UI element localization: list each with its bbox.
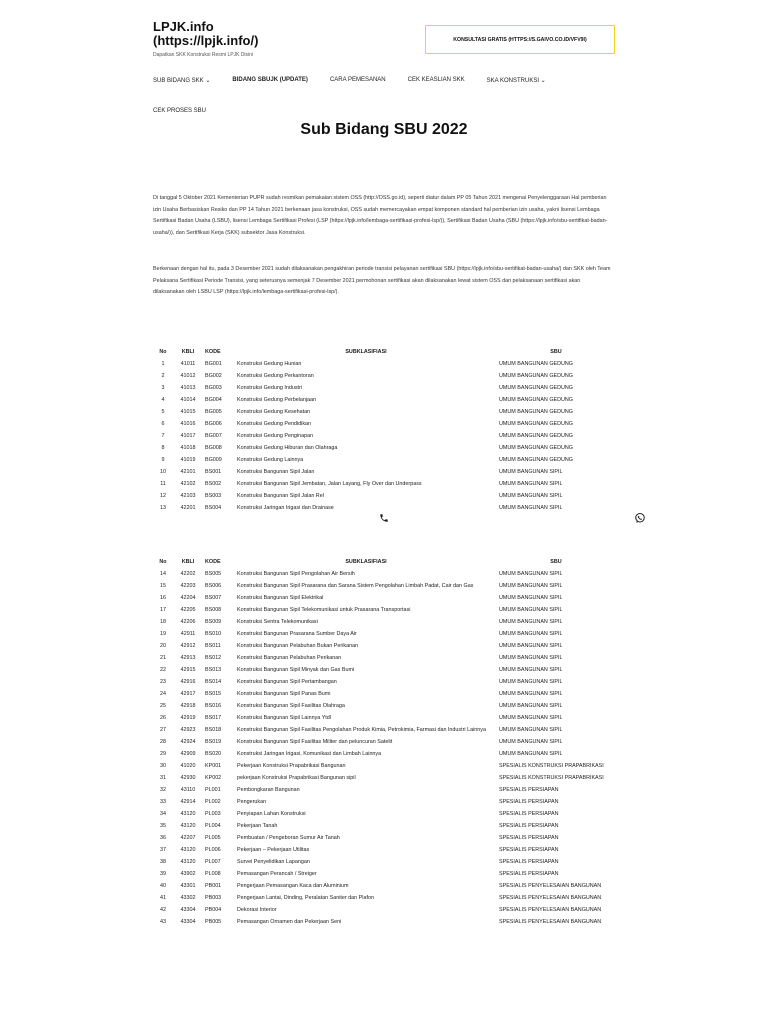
cell-kbli: 42909 bbox=[180, 751, 196, 757]
cell-no: 34 bbox=[160, 811, 166, 817]
table-row bbox=[153, 580, 615, 592]
cell-sbu: UMUM BANGUNAN SIPIL bbox=[499, 643, 563, 649]
cell-kode: BG007 bbox=[205, 433, 222, 439]
cell-sbu: UMUM BANGUNAN GEDUNG bbox=[499, 421, 573, 427]
cell-no: 18 bbox=[160, 619, 166, 625]
cell-kbli: 42917 bbox=[180, 691, 196, 697]
table-row bbox=[153, 442, 615, 454]
cell-kbli: 42103 bbox=[180, 493, 196, 499]
cell-sbu: UMUM BANGUNAN SIPIL bbox=[499, 727, 563, 733]
cell-kode: BS015 bbox=[205, 691, 222, 697]
site-title-line1[interactable]: LPJK.info bbox=[153, 19, 214, 34]
cell-kode: BS020 bbox=[205, 751, 222, 757]
cell-kbli: 41017 bbox=[180, 433, 196, 439]
cell-subklasifikasi: Konstruksi Sentra Telekomunikasi bbox=[237, 619, 318, 625]
nav-item-bidang-sbujk[interactable]: BIDANG SBUJK (UPDATE) bbox=[232, 77, 308, 83]
table-row bbox=[153, 844, 615, 856]
cell-kbli: 42914 bbox=[180, 799, 196, 805]
cell-kbli: 42206 bbox=[180, 619, 196, 625]
table-row bbox=[153, 652, 615, 664]
cell-no: 19 bbox=[160, 631, 166, 637]
cell-no: 17 bbox=[160, 607, 166, 613]
table-row bbox=[153, 772, 615, 784]
cell-no: 37 bbox=[160, 847, 166, 853]
cell-kbli: 42207 bbox=[180, 835, 196, 841]
table-row bbox=[153, 736, 615, 748]
cell-subklasifikasi: Pekerjaan – Pekerjaan Utilitas bbox=[237, 847, 310, 853]
cell-kode: BS001 bbox=[205, 469, 222, 475]
cell-kode: BS009 bbox=[205, 619, 222, 625]
cell-no: 36 bbox=[160, 835, 166, 841]
cell-sbu: UMUM BANGUNAN SIPIL bbox=[499, 607, 563, 613]
cell-sbu: UMUM BANGUNAN SIPIL bbox=[499, 691, 563, 697]
cell-subklasifikasi: Pemasangan Perancah / Streiger bbox=[237, 871, 317, 877]
sbu-table-2 bbox=[153, 556, 615, 928]
table-row bbox=[153, 904, 615, 916]
cell-kbli: 41013 bbox=[180, 385, 196, 391]
cell-subklasifikasi: Konstruksi Gedung Perbelanjaan bbox=[237, 397, 317, 403]
cell-subklasifikasi: Konstruksi Jaringan Irigasi, Komunikasi dan Limbah Lainnya bbox=[237, 751, 382, 757]
cell-kbli: 43120 bbox=[180, 859, 196, 865]
cell-kbli: 41012 bbox=[180, 373, 196, 379]
cell-kode: PL007 bbox=[205, 859, 221, 865]
cell-no: 11 bbox=[160, 481, 166, 487]
header-kode: KODE bbox=[205, 349, 221, 355]
table-row bbox=[153, 880, 615, 892]
cell-subklasifikasi: Pemasangan Ornamen dan Pekerjaan Seni bbox=[237, 919, 342, 925]
table-row bbox=[153, 892, 615, 904]
cell-sbu: SPESIALIS KONSTRUKSI PRAPABRIKASI bbox=[499, 763, 604, 769]
cell-kbli: 42205 bbox=[180, 607, 196, 613]
cell-subklasifikasi: Konstruksi Bangunan Sipil Panas Bumi bbox=[237, 691, 331, 697]
cell-subklasifikasi: Pekerjaan Tanah bbox=[237, 823, 278, 829]
cell-no: 32 bbox=[160, 787, 166, 793]
cell-no: 24 bbox=[160, 691, 166, 697]
cell-sbu: UMUM BANGUNAN SIPIL bbox=[499, 739, 563, 745]
cell-kbli: 42202 bbox=[180, 571, 196, 577]
cell-sbu: UMUM BANGUNAN SIPIL bbox=[499, 715, 563, 721]
cell-sbu: UMUM BANGUNAN SIPIL bbox=[499, 505, 563, 511]
cell-kode: PL005 bbox=[205, 835, 221, 841]
table-row bbox=[153, 406, 615, 418]
cell-sbu: UMUM BANGUNAN GEDUNG bbox=[499, 385, 573, 391]
cell-sbu: SPESIALIS PENYELESAIAN BANGUNAN bbox=[499, 907, 602, 913]
cell-subklasifikasi: Konstruksi Bangunan Sipil Telekomunikasi untuk Prasarana Transportasi bbox=[237, 607, 411, 613]
table-row bbox=[153, 490, 615, 502]
site-brand[interactable] bbox=[153, 20, 258, 58]
cell-subklasifikasi: Penyiapan Lahan Konstruksi bbox=[237, 811, 306, 817]
cell-subklasifikasi: pekerjaan Konstruksi Prapabrikasi Bangunan sipil bbox=[237, 775, 356, 781]
cell-kode: BS013 bbox=[205, 667, 222, 673]
cell-subklasifikasi: Konstruksi Bangunan Pelabuhan Bukan Perikanan bbox=[237, 643, 359, 649]
table-row bbox=[153, 748, 615, 760]
cell-sbu: UMUM BANGUNAN GEDUNG bbox=[499, 373, 573, 379]
cell-kbli: 42930 bbox=[180, 775, 196, 781]
cell-kbli: 42101 bbox=[180, 469, 196, 475]
header-subklasifikasi: SUBKLASIFIASI bbox=[345, 559, 387, 565]
cell-kbli: 42911 bbox=[180, 631, 196, 637]
cell-sbu: SPESIALIS PENYELESAIAN BANGUNAN bbox=[499, 895, 602, 901]
cell-subklasifikasi: Konstruksi Gedung Lainnya bbox=[237, 457, 304, 463]
cell-sbu: UMUM BANGUNAN SIPIL bbox=[499, 679, 563, 685]
table-header-row bbox=[153, 556, 615, 568]
cell-sbu: UMUM BANGUNAN SIPIL bbox=[499, 595, 563, 601]
cell-no: 20 bbox=[160, 643, 166, 649]
cell-sbu: UMUM BANGUNAN SIPIL bbox=[499, 571, 563, 577]
table-row bbox=[153, 676, 615, 688]
cell-sbu: UMUM BANGUNAN SIPIL bbox=[499, 751, 563, 757]
header-subklasifikasi: SUBKLASIFIASI bbox=[345, 349, 387, 355]
cell-subklasifikasi: Pembuatan / Pengeboran Sumur Air Tanah bbox=[237, 835, 340, 841]
phone-icon[interactable] bbox=[379, 513, 389, 523]
cell-kode: PL001 bbox=[205, 787, 221, 793]
cell-kbli: 41011 bbox=[180, 361, 196, 367]
table-row bbox=[153, 628, 615, 640]
cell-subklasifikasi: Pengerjaan Lantai, Dinding, Peralatan Saniter dan Plafon bbox=[237, 895, 374, 901]
cell-kode: PB005 bbox=[205, 919, 222, 925]
nav-item-ska-konstruksi[interactable]: SKA KONSTRUKSI ⌄ bbox=[486, 78, 546, 84]
cell-subklasifikasi: Konstruksi Bangunan Sipil Minyak dan Gas Bumi bbox=[237, 667, 355, 673]
cell-sbu: SPESIALIS PERSIAPAN bbox=[499, 871, 559, 877]
cell-subklasifikasi: Konstruksi Bangunan Sipil Fasilitas Olahraga bbox=[237, 703, 345, 709]
cell-kode: PL006 bbox=[205, 847, 221, 853]
cell-kode: KP002 bbox=[205, 775, 222, 781]
cell-kode: BG006 bbox=[205, 421, 222, 427]
table-row bbox=[153, 382, 615, 394]
cell-subklasifikasi: Konstruksi Bangunan Sipil Lainnya Ytdl bbox=[237, 715, 331, 721]
cell-no: 30 bbox=[160, 763, 166, 769]
cell-subklasifikasi: Konstruksi Gedung Hiburan dan Olahraga bbox=[237, 445, 338, 451]
cell-kbli: 41020 bbox=[180, 763, 196, 769]
cell-kode: BS016 bbox=[205, 703, 222, 709]
cell-no: 2 bbox=[161, 373, 165, 379]
cell-no: 26 bbox=[160, 715, 166, 721]
cell-no: 4 bbox=[161, 397, 165, 403]
cell-kbli: 43301 bbox=[180, 883, 196, 889]
table-row bbox=[153, 724, 615, 736]
cell-subklasifikasi: Konstruksi Bangunan Sipil Prasarana dan Sarana Sistem Pengolahan Limbah Padat, Cair dan Gas bbox=[237, 583, 474, 589]
transition-paragraph: Berkenaan dengan hal itu, pada 3 Desember 2021 sudah dilaksanakan pengakhiran periode transisi pelayanan sertifikasi SBU (https://lpjk.info/sbu-sertifikat-badan-usaha/) dan SKK oleh Team Pelaksana Sertifikasi Periode Transisi, yang seterusnya semenjak 7 Desember 2021 permohonan sertifikasi akan dilaksanakan lewat sistem OSS dan pelaksanaan sertifikasi akan dilaksanakan oleh LSBU LSP (https://lpjk.info/lembaga-sertifikasi-profesi-lsp/). bbox=[153, 266, 611, 295]
cell-no: 29 bbox=[160, 751, 166, 757]
cell-kode: BS003 bbox=[205, 493, 222, 499]
cell-kbli: 41014 bbox=[180, 397, 196, 403]
cell-subklasifikasi: Pengerjaan Pemasangan Kaca dan Aluminium bbox=[237, 883, 349, 889]
header-sbu: SBU bbox=[550, 559, 562, 565]
cell-sbu: UMUM BANGUNAN SIPIL bbox=[499, 583, 563, 589]
cell-kode: PL003 bbox=[205, 811, 221, 817]
cell-no: 35 bbox=[160, 823, 166, 829]
cell-kode: BS008 bbox=[205, 607, 222, 613]
nav-item-cara-pemesanan[interactable]: CARA PEMESANAN bbox=[329, 77, 386, 83]
table-body bbox=[153, 358, 615, 514]
cell-no: 42 bbox=[160, 907, 166, 913]
table-row bbox=[153, 820, 615, 832]
header-kbli: KBLI bbox=[181, 559, 195, 565]
cell-kbli: 42923 bbox=[180, 727, 196, 733]
cell-sbu: UMUM BANGUNAN SIPIL bbox=[499, 469, 563, 475]
table-header-row bbox=[153, 346, 615, 358]
cell-kbli: 43902 bbox=[180, 871, 196, 877]
cell-no: 6 bbox=[161, 421, 165, 427]
cell-kode: PB003 bbox=[205, 895, 222, 901]
cell-no: 9 bbox=[161, 457, 165, 463]
cell-kode: BS014 bbox=[205, 679, 222, 685]
site-tagline: Dapatkan SKK Konstruksi Resmi LPJK Disini bbox=[153, 52, 254, 58]
cell-no: 5 bbox=[161, 409, 165, 415]
cell-kbli: 42203 bbox=[180, 583, 196, 589]
cell-kode: PL004 bbox=[205, 823, 221, 829]
table-row bbox=[153, 700, 615, 712]
cell-no: 41 bbox=[160, 895, 166, 901]
cell-kode: BG009 bbox=[205, 457, 222, 463]
cell-kode: BG005 bbox=[205, 409, 222, 415]
cell-subklasifikasi: Konstruksi Bangunan Sipil Jalan bbox=[237, 469, 315, 475]
cell-kode: PB004 bbox=[205, 907, 222, 913]
cell-subklasifikasi: Konstruksi Bangunan Sipil Pertambangan bbox=[237, 679, 337, 685]
cell-subklasifikasi: Pengerukan bbox=[237, 799, 267, 805]
cell-subklasifikasi: Konstruksi Bangunan Pelabuhan Perikanan bbox=[237, 655, 342, 661]
table-row bbox=[153, 592, 615, 604]
table-row bbox=[153, 466, 615, 478]
cell-subklasifikasi: Konstruksi Bangunan Sipil Elektrikal bbox=[237, 595, 324, 601]
table-row bbox=[153, 568, 615, 580]
cell-kbli: 41019 bbox=[180, 457, 196, 463]
cell-kode: BG003 bbox=[205, 385, 222, 391]
cell-subklasifikasi: Konstruksi Gedung Penginapan bbox=[237, 433, 314, 439]
cell-kode: BS010 bbox=[205, 631, 222, 637]
cell-kbli: 43302 bbox=[180, 895, 196, 901]
cell-no: 7 bbox=[161, 433, 165, 439]
cell-no: 10 bbox=[160, 469, 166, 475]
cell-no: 40 bbox=[160, 883, 166, 889]
intro-paragraph: Di tanggal 5 Oktober 2021 Kementerian PUPR sudah resmikan pemakaian sistem OSS (http://OSS.go.id), seperti diatur dalam PP 05 Tahun 2021 mengenai Penyelenggaraan Hal pemberian izin Usaha Berbasiskan Resiko dan PP 14 Tahun 2021 berkenaan jasa konstruksi, OSS sudah memercayakan empat komponen standard hal pemberian izin usaha, yakni lisensi Lembaga Sertifikasi Badan Usaha (LSBU), lisensi Lembaga Sertifikasi Profesi (LSP (https://lpjk.info/lembaga-sertifikasi-profesi-lsp/)), Sertifikasi Badan Usaha (SBU (https://lpjk.info/sbu-sertifikat-badan-usaha/)), dan Sertifikasi Kerja (SKK) subsektor Jasa Konstruksi. bbox=[153, 195, 608, 236]
header-kode: KODE bbox=[205, 559, 221, 565]
cell-no: 12 bbox=[160, 493, 166, 499]
cell-subklasifikasi: Survei Penyelidikan Lapangan bbox=[237, 859, 310, 865]
cell-kbli: 42102 bbox=[180, 481, 196, 487]
cell-no: 28 bbox=[160, 739, 166, 745]
header-no: No bbox=[159, 349, 167, 355]
cell-kode: BG008 bbox=[205, 445, 222, 451]
cell-kbli: 43120 bbox=[180, 847, 196, 853]
cell-kbli: 42913 bbox=[180, 655, 196, 661]
cell-kbli: 41018 bbox=[180, 445, 196, 451]
cell-sbu: SPESIALIS PERSIAPAN bbox=[499, 811, 559, 817]
cell-kode: BS018 bbox=[205, 727, 222, 733]
cell-subklasifikasi: Konstruksi Bangunan Sipil Fasilitas Pengolahan Produk Kimia, Petrokimia, Farmasi dan Industri Lainnya bbox=[237, 727, 486, 733]
cell-kode: KP001 bbox=[205, 763, 222, 769]
cell-kbli: 42201 bbox=[180, 505, 196, 511]
cell-kbli: 42912 bbox=[180, 643, 196, 649]
cell-kode: BS002 bbox=[205, 481, 222, 487]
table-row bbox=[153, 418, 615, 430]
cell-kode: BG002 bbox=[205, 373, 222, 379]
cell-no: 27 bbox=[160, 727, 166, 733]
cell-kbli: 41015 bbox=[180, 409, 196, 415]
cell-subklasifikasi: Konstruksi Gedung Hunian bbox=[237, 361, 302, 367]
nav-item-sub-bidang-skk[interactable]: SUB BIDANG SKK ⌄ bbox=[153, 78, 211, 84]
header-kbli: KBLI bbox=[181, 349, 195, 355]
cell-kbli: 42916 bbox=[180, 679, 196, 685]
cell-sbu: UMUM BANGUNAN GEDUNG bbox=[499, 457, 573, 463]
cell-no: 25 bbox=[160, 703, 166, 709]
cell-subklasifikasi: Konstruksi Bangunan Sipil Fasilitas Militer dan peluncuran Satelit bbox=[237, 739, 393, 745]
main-nav bbox=[153, 77, 568, 84]
cell-kbli: 43304 bbox=[180, 907, 196, 913]
cell-subklasifikasi: Konstruksi Bangunan Sipil Pengolahan Air Bersih bbox=[237, 571, 355, 577]
table-row bbox=[153, 394, 615, 406]
cell-no: 33 bbox=[160, 799, 166, 805]
table-row bbox=[153, 916, 615, 928]
cell-sbu: SPESIALIS KONSTRUKSI PRAPABRIKASI bbox=[499, 775, 604, 781]
cell-no: 3 bbox=[161, 385, 165, 391]
table-row bbox=[153, 688, 615, 700]
cell-sbu: UMUM BANGUNAN SIPIL bbox=[499, 667, 563, 673]
header-no: No bbox=[159, 559, 167, 565]
cell-kbli: 42918 bbox=[180, 703, 196, 709]
cell-sbu: SPESIALIS PENYELESAIAN BANGUNAN bbox=[499, 883, 602, 889]
cell-sbu: UMUM BANGUNAN GEDUNG bbox=[499, 433, 573, 439]
cell-subklasifikasi: Konstruksi Gedung Perkantoran bbox=[237, 373, 314, 379]
cell-sbu: UMUM BANGUNAN SIPIL bbox=[499, 619, 563, 625]
table-row bbox=[153, 604, 615, 616]
cell-kode: BS005 bbox=[205, 571, 222, 577]
cell-subklasifikasi: Konstruksi Bangunan Prasarana Sumber Daya Air bbox=[237, 631, 357, 637]
cell-no: 1 bbox=[161, 361, 165, 367]
cell-no: 14 bbox=[160, 571, 166, 577]
table-body bbox=[153, 568, 615, 928]
cell-no: 13 bbox=[160, 505, 166, 511]
cell-kbli: 42924 bbox=[180, 739, 196, 745]
cell-kode: BG004 bbox=[205, 397, 222, 403]
cell-kbli: 42204 bbox=[180, 595, 196, 601]
cell-subklasifikasi: Konstruksi Jaringan Irigasi dan Drainase bbox=[237, 505, 334, 511]
cell-sbu: UMUM BANGUNAN GEDUNG bbox=[499, 445, 573, 451]
cell-sbu: SPESIALIS PENYELESAIAN BANGUNAN bbox=[499, 919, 602, 925]
cell-sbu: UMUM BANGUNAN GEDUNG bbox=[499, 409, 573, 415]
cell-subklasifikasi: Konstruksi Gedung Kesehatan bbox=[237, 409, 311, 415]
table-row bbox=[153, 784, 615, 796]
cell-no: 15 bbox=[160, 583, 166, 589]
table-row bbox=[153, 478, 615, 490]
table-row bbox=[153, 868, 615, 880]
header-sbu: SBU bbox=[550, 349, 562, 355]
cell-kbli: 43304 bbox=[180, 919, 196, 925]
table-row bbox=[153, 454, 615, 466]
table-row bbox=[153, 370, 615, 382]
cell-kode: BS012 bbox=[205, 655, 222, 661]
cell-kode: PL002 bbox=[205, 799, 221, 805]
cell-kbli: 43120 bbox=[180, 811, 196, 817]
cell-sbu: UMUM BANGUNAN SIPIL bbox=[499, 655, 563, 661]
cell-sbu: UMUM BANGUNAN GEDUNG bbox=[499, 361, 573, 367]
cell-no: 43 bbox=[160, 919, 166, 925]
cell-kode: PB001 bbox=[205, 883, 222, 889]
table-row bbox=[153, 430, 615, 442]
cell-sbu: SPESIALIS PERSIAPAN bbox=[499, 799, 559, 805]
cell-subklasifikasi: Konstruksi Gedung Pendidikan bbox=[237, 421, 312, 427]
cell-kode: BS006 bbox=[205, 583, 222, 589]
table-row bbox=[153, 616, 615, 628]
cell-subklasifikasi: Konstruksi Bangunan Sipil Jalan Rel bbox=[237, 493, 324, 499]
cell-kode: BS011 bbox=[205, 643, 221, 649]
cell-kode: BS007 bbox=[205, 595, 222, 601]
cell-no: 16 bbox=[160, 595, 166, 601]
cell-subklasifikasi: Konstruksi Gedung Industri bbox=[237, 385, 303, 391]
cell-kbli: 41016 bbox=[180, 421, 196, 427]
cell-subklasifikasi: Pekerjaan Konstruksi Prapabrikasi Bangunan bbox=[237, 763, 346, 769]
cell-sbu: SPESIALIS PERSIAPAN bbox=[499, 787, 559, 793]
cell-sbu: UMUM BANGUNAN SIPIL bbox=[499, 703, 563, 709]
consultation-button[interactable]: KONSULTASI GRATIS (HTTPS://S.GAIVO.CO.ID/VFV9I) bbox=[425, 25, 615, 54]
cell-no: 23 bbox=[160, 679, 166, 685]
cell-no: 8 bbox=[161, 445, 165, 451]
table-row bbox=[153, 808, 615, 820]
cell-sbu: SPESIALIS PERSIAPAN bbox=[499, 835, 559, 841]
page-title: Sub Bidang SBU 2022 bbox=[300, 121, 468, 138]
cell-sbu: UMUM BANGUNAN SIPIL bbox=[499, 631, 563, 637]
cell-sbu: SPESIALIS PERSIAPAN bbox=[499, 823, 559, 829]
nav-item-cek-proses-sbu[interactable]: CEK PROSES SBU bbox=[153, 108, 207, 114]
whatsapp-icon[interactable] bbox=[634, 512, 646, 524]
cell-sbu: UMUM BANGUNAN GEDUNG bbox=[499, 397, 573, 403]
table-row bbox=[153, 664, 615, 676]
cell-sbu: UMUM BANGUNAN SIPIL bbox=[499, 493, 563, 499]
cell-kbli: 42919 bbox=[180, 715, 196, 721]
table-row bbox=[153, 760, 615, 772]
cell-kbli: 43110 bbox=[180, 787, 196, 793]
cell-sbu: UMUM BANGUNAN SIPIL bbox=[499, 481, 563, 487]
nav-item-cek-keaslian-skk[interactable]: CEK KEASLIAN SKK bbox=[407, 77, 465, 83]
cell-no: 38 bbox=[160, 859, 166, 865]
cell-no: 21 bbox=[160, 655, 166, 661]
cell-kbli: 42915 bbox=[180, 667, 196, 673]
table-row bbox=[153, 796, 615, 808]
cell-kode: BS017 bbox=[205, 715, 222, 721]
table-row bbox=[153, 856, 615, 868]
cell-kode: PL008 bbox=[205, 871, 221, 877]
cell-subklasifikasi: Konstruksi Bangunan Sipil Jembatan, Jalan Layang, Fly Over dan Underpass bbox=[237, 481, 422, 487]
cell-no: 22 bbox=[160, 667, 166, 673]
cell-no: 39 bbox=[160, 871, 166, 877]
site-title-line2[interactable]: (https://lpjk.info/) bbox=[153, 33, 259, 48]
cell-no: 31 bbox=[160, 775, 166, 781]
cell-subklasifikasi: Pembongkaran Bangunan bbox=[237, 787, 300, 793]
cell-kbli: 43120 bbox=[180, 823, 196, 829]
cell-sbu: SPESIALIS PERSIAPAN bbox=[499, 859, 559, 865]
cell-subklasifikasi: Dekorasi Interior bbox=[237, 907, 277, 913]
table-row bbox=[153, 712, 615, 724]
table-row bbox=[153, 640, 615, 652]
cell-kode: BG001 bbox=[205, 361, 222, 367]
table-row bbox=[153, 358, 615, 370]
sbu-table-1 bbox=[153, 346, 615, 514]
cell-sbu: SPESIALIS PERSIAPAN bbox=[499, 847, 559, 853]
table-row bbox=[153, 832, 615, 844]
cell-kode: BS004 bbox=[205, 505, 222, 511]
cell-kode: BS019 bbox=[205, 739, 222, 745]
